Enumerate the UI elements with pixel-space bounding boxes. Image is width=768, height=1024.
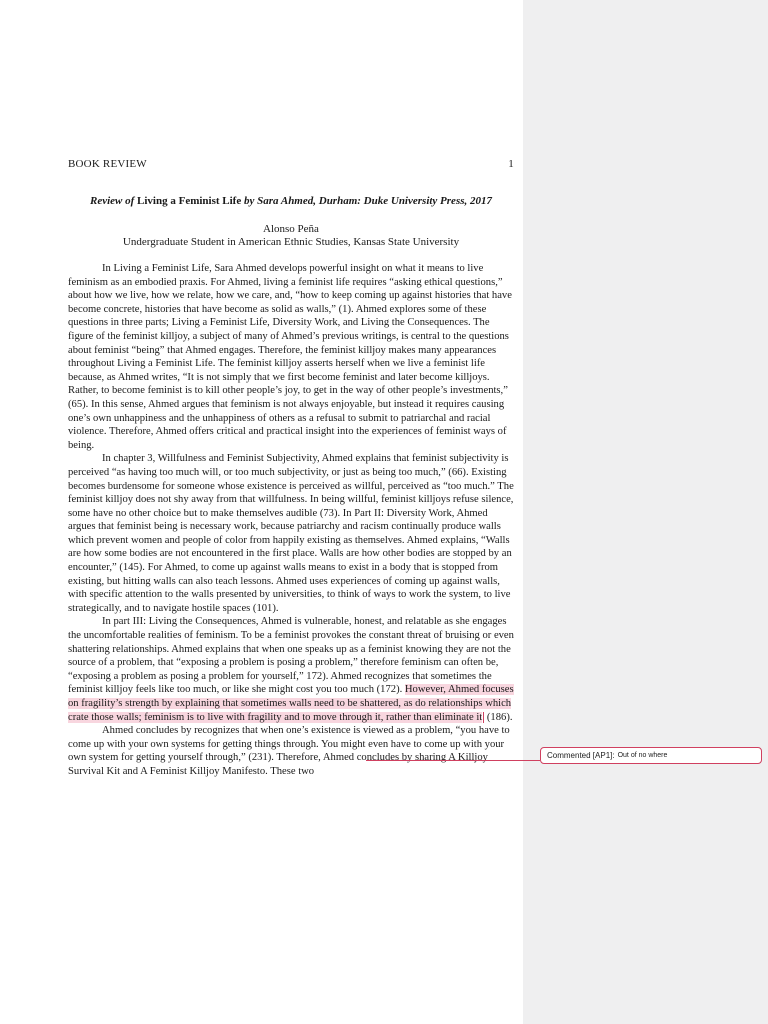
title-prefix: Review of [89,195,138,207]
paragraph-3[interactable] [68,615,514,724]
paragraph-4[interactable]: Ahmed concludes by recognizes that when one’s existence is viewed as a problem, “you have to come up with your own systems for getting things through. You might even have to come up with your own system for getting yourself through,” (231). Therefore, Ahmed concludes by sharing A Killjoy Survival Kit and A Feminist Killjoy Manifesto. These two [68,725,510,777]
review-body[interactable] [68,262,514,779]
running-head: BOOK REVIEW [68,158,147,170]
commented-highlight[interactable]: However, Ahmed focuses on fragility’s strength by explaining that sometimes walls need to be shattered, as do relationships which crate those walls; feminism is to live with fragility and to move through it, rather than eliminate it [68,684,514,723]
paragraph-1[interactable]: In Living a Feminist Life, Sara Ahmed develops powerful insight on what it means to live feminism as an embodied praxis. For Ahmed, living a feminist life requires “asking ethical questions,” about how we live, how we relate, how we care, and, “how to keep coming up against histories that have become concrete, histories that have become as solid as walls,” (1). Ahmed explores some of these questions in three parts; Living a Feminist Life, Diversity Work, and Living the Consequences. The figure of the feminist killjoy, a subject of many of Ahmed’s previous writings, is central to the questions about feminist “being” that Ahmed engages. Therefore, the feminist killjoy makes many appearances throughout Living a Feminist Life. The feminist killjoy asserts herself when we live a feminist life because, as Ahmed writes, “It is not simply that we first become feminist and later become killjoys. Rather, to become feminist is to kill other people’s joy, to get in the way of other people’s investments,” (65). In this sense, Ahmed argues that feminism is not always enjoyable, but instead it requires causing one’s own unhappiness and the unhappiness of others as a refusal to submit to patriarchal and racial violence. Therefore, Ahmed offers critical and practical insight into the experiences of feminist ways of being. [68,263,512,451]
paragraph-3-citation: (186). [484,711,513,723]
comment-margin-pane [523,0,768,1024]
title-book: Living a Feminist Life [137,195,242,207]
comment-label: Commented [AP1]: [547,751,615,760]
comment-balloon[interactable] [540,747,762,764]
author-name: Alonso Peña [263,223,319,235]
paragraph-2[interactable]: In chapter 3, Willfulness and Feminist Subjectivity, Ahmed explains that feminist subjectivity is perceived “as having too much will, or too much subjectivity, or just as being too much,” (66). Existing becomes burdensome for someone whose existence is perceived as willful, perceived as “too much.” The feminist killjoy does not shy away from that willfulness. In being willful, feminist killjoys refuse silence, some have no other choice but to make themselves audible (73). In Part II: Diversity Work, Ahmed argues that feminist being is necessary work, because patriarchy and racism continually produce walls which prevent women and people of color from happily existing as themselves. Ahmed explains, “Walls are how some bodies are not encountered in the first place. Walls are how other bodies are stopped by an encounter,” (145). For Ahmed, to come up against walls means to exist in a body that is stopped from existing, but hitting walls can also teach lessons. Ahmed uses experiences of coming up against walls, with specific attention to the walls presented by universities, to think of ways to work the system, to live strategically, and to navigate hostile spaces (101). [68,453,514,614]
title-suffix: by Sara Ahmed, Durham: Duke University Press, 2017 [241,195,493,207]
running-header [68,158,514,170]
review-title [68,195,514,207]
paragraph-3-text: In part III: Living the Consequences, Ahmed is vulnerable, honest, and relatable as she engages the uncomfortable realities of feminism. To be a feminist provokes the constant threat of bruising or even shattering relationships. Ahmed explains that when one speaks up as a feminist knowing they are not the source of a problem, that “exposing a problem is posing a problem,” therefore feminism can often be, “exposing a problem as posing a problem for yourself,” 172). Ahmed recognizes that sometimes the feminist killjoy feels like too much, or like she might cost you too much (172). [68,616,514,696]
page-number: 1 [508,158,514,170]
comment-text: Out of no where [617,752,668,759]
author-block [68,223,514,249]
comment-connector-line [366,760,540,761]
author-affiliation: Undergraduate Student in American Ethnic Studies, Kansas State University [122,236,460,248]
